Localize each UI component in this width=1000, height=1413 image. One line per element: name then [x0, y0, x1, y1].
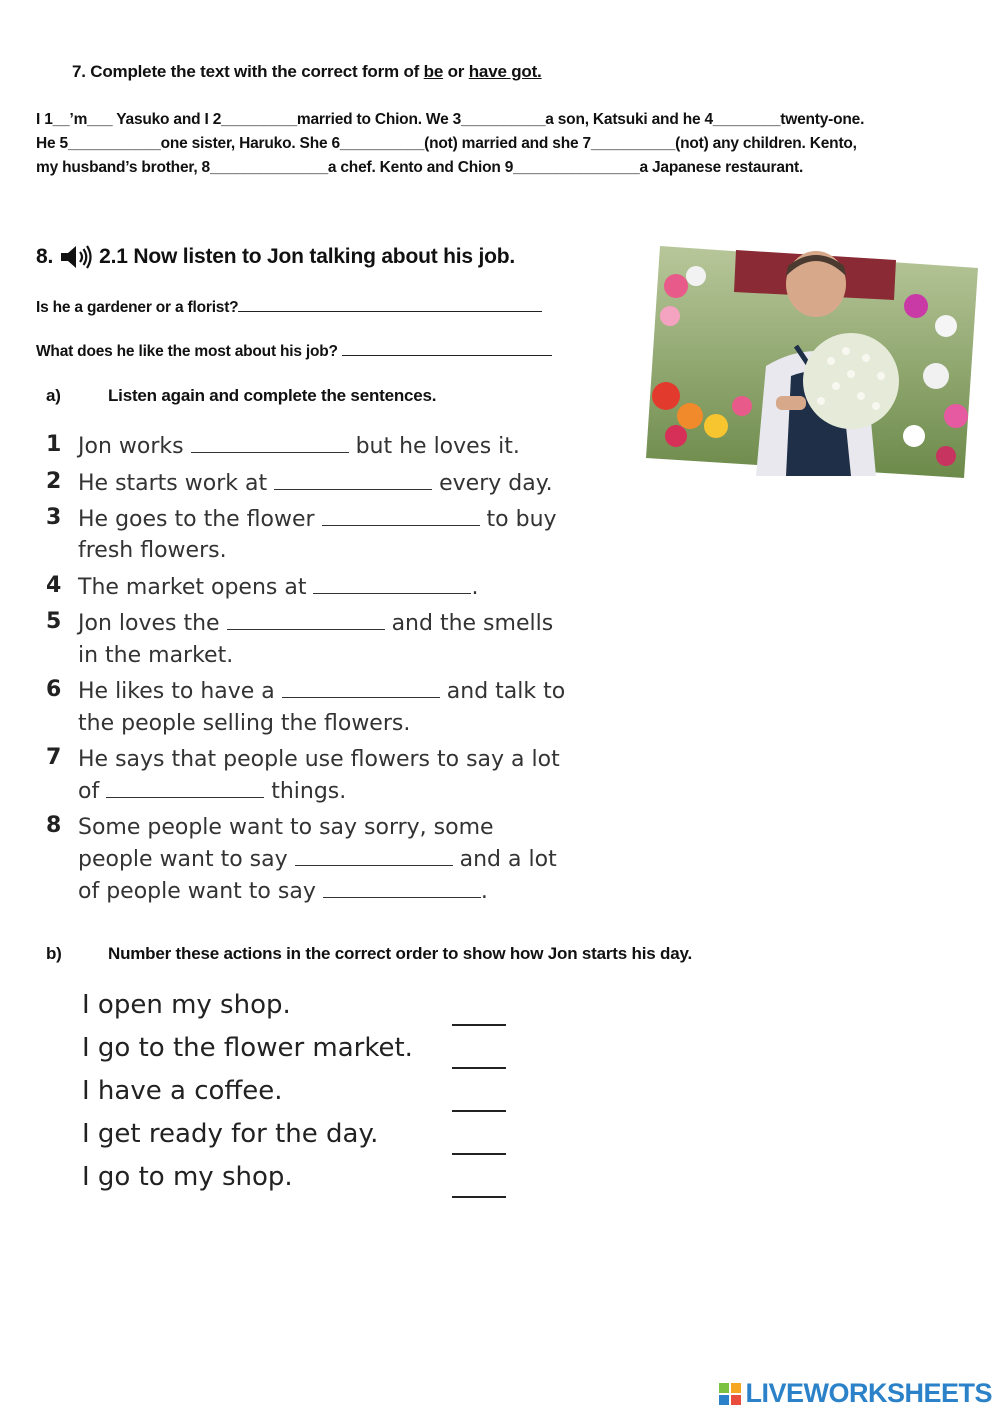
action-item: I open my shop.	[82, 990, 291, 1020]
sentence-text: He says that people use flowers to say a lot	[78, 747, 560, 772]
part-a-label: a)	[46, 386, 61, 405]
sentence-part: people want to say	[78, 847, 295, 872]
answer-blank[interactable]	[313, 573, 471, 594]
sentence-text	[78, 607, 553, 640]
sentence-part: of	[78, 779, 107, 804]
action-item: I go to the flower market.	[82, 1033, 413, 1063]
question-text: What does he like the most about his job?	[36, 343, 338, 360]
answer-blank[interactable]	[106, 777, 264, 798]
sentence-part: and talk to	[439, 679, 566, 704]
liveworksheets-logo-icon	[718, 1382, 742, 1406]
sentence-number: 2	[46, 469, 62, 494]
sentence-part: He likes to have a	[78, 679, 282, 704]
exercise-7-text	[36, 108, 886, 180]
question-likes-most	[36, 341, 552, 361]
sentence-number: 1	[46, 432, 62, 457]
sentence-number: 5	[46, 609, 62, 634]
exercise-8-heading: 2.1 Now listen to Jon talking about his job.	[99, 245, 516, 268]
exercise-7-title	[72, 62, 542, 82]
sentence-text-line2: in the market.	[78, 643, 234, 668]
sentence-text-line2: fresh flowers.	[78, 538, 227, 563]
sentence-number: 8	[46, 813, 62, 838]
liveworksheets-brand-text: LIVEWORKSHEETS	[745, 1378, 992, 1408]
exercise-7-title-or: or	[443, 62, 469, 81]
question-gardener-florist	[36, 297, 542, 317]
action-item: I have a coffee.	[82, 1076, 283, 1106]
action-order-list	[82, 990, 522, 1210]
exercise-7-title-be: be	[423, 62, 444, 81]
sentence-part: .	[471, 575, 479, 600]
speaker-icon[interactable]	[59, 244, 93, 270]
sentence-number: 7	[46, 745, 62, 770]
action-item: I get ready for the day.	[82, 1119, 379, 1149]
answer-blank[interactable]	[274, 469, 432, 490]
sentence-part: and a lot	[452, 847, 557, 872]
sentence-part: things.	[264, 779, 347, 804]
sentence-text	[78, 571, 478, 604]
sentence-text	[78, 467, 553, 500]
florist-photo	[646, 246, 978, 478]
order-blank[interactable]	[452, 1110, 506, 1112]
sentence-part: of people want to say	[78, 879, 323, 904]
answer-blank[interactable]	[322, 505, 480, 526]
sentence-part: He goes to the flower	[78, 507, 322, 532]
order-blank[interactable]	[452, 1024, 506, 1026]
exercise-7-line: He 5___________one sister, Haruko. She 6__________(not) married and she 7__________(not) any children. Kento,	[36, 135, 857, 152]
part-a-instruction: Listen again and complete the sentences.	[108, 386, 437, 405]
sentence-part: and the smells	[384, 611, 554, 636]
sentence-text-line2	[78, 843, 557, 876]
sentence-number: 6	[46, 677, 62, 702]
action-item: I go to my shop.	[82, 1162, 293, 1192]
exercise-8-number: 8.	[36, 245, 54, 268]
liveworksheets-logo[interactable]	[718, 1378, 992, 1409]
sentence-part: to buy	[479, 507, 557, 532]
exercise-7-line: I 1__’m___ Yasuko and I 2_________married to Chion. We 3__________a son, Katsuki and he 4________twenty-one.	[36, 111, 865, 128]
sentence-text	[78, 675, 565, 708]
order-blank[interactable]	[452, 1196, 506, 1198]
exercise-7-title-prefix: 7. Complete the text with the correct form of	[72, 62, 424, 81]
sentence-part: The market opens at	[78, 575, 314, 600]
order-blank[interactable]	[452, 1153, 506, 1155]
sentence-part: Jon works	[78, 434, 191, 459]
exercise-7-line: my husband’s brother, 8______________a chef. Kento and Chion 9_______________a Japanese restaurant.	[36, 159, 804, 176]
answer-blank[interactable]	[238, 297, 542, 312]
sentence-part: .	[480, 879, 488, 904]
part-b-instruction: Number these actions in the correct order to show how Jon starts his day.	[108, 944, 692, 963]
exercise-7-title-have-got: have got.	[468, 62, 542, 81]
answer-blank[interactable]	[282, 677, 440, 698]
order-blank[interactable]	[452, 1067, 506, 1069]
answer-blank[interactable]	[227, 609, 385, 630]
sentence-part: every day.	[432, 471, 553, 496]
sentence-text	[78, 503, 557, 536]
sentence-text-line2	[78, 775, 346, 808]
sentence-number: 3	[46, 505, 62, 530]
sentence-number: 4	[46, 573, 62, 598]
question-text: Is he a gardener or a florist?	[36, 299, 239, 316]
answer-blank[interactable]	[323, 877, 481, 898]
sentence-text-line2: the people selling the flowers.	[78, 711, 411, 736]
sentence-text	[78, 430, 520, 463]
answer-blank[interactable]	[191, 432, 349, 453]
sentence-part: Jon loves the	[78, 611, 227, 636]
sentence-text: Some people want to say sorry, some	[78, 815, 494, 840]
answer-blank[interactable]	[295, 845, 453, 866]
sentence-text-line3	[78, 875, 488, 908]
part-b-label: b)	[46, 944, 62, 963]
sentence-part: He starts work at	[78, 471, 275, 496]
exercise-8-title	[36, 244, 515, 270]
sentence-part: but he loves it.	[348, 434, 520, 459]
answer-blank[interactable]	[342, 341, 552, 356]
